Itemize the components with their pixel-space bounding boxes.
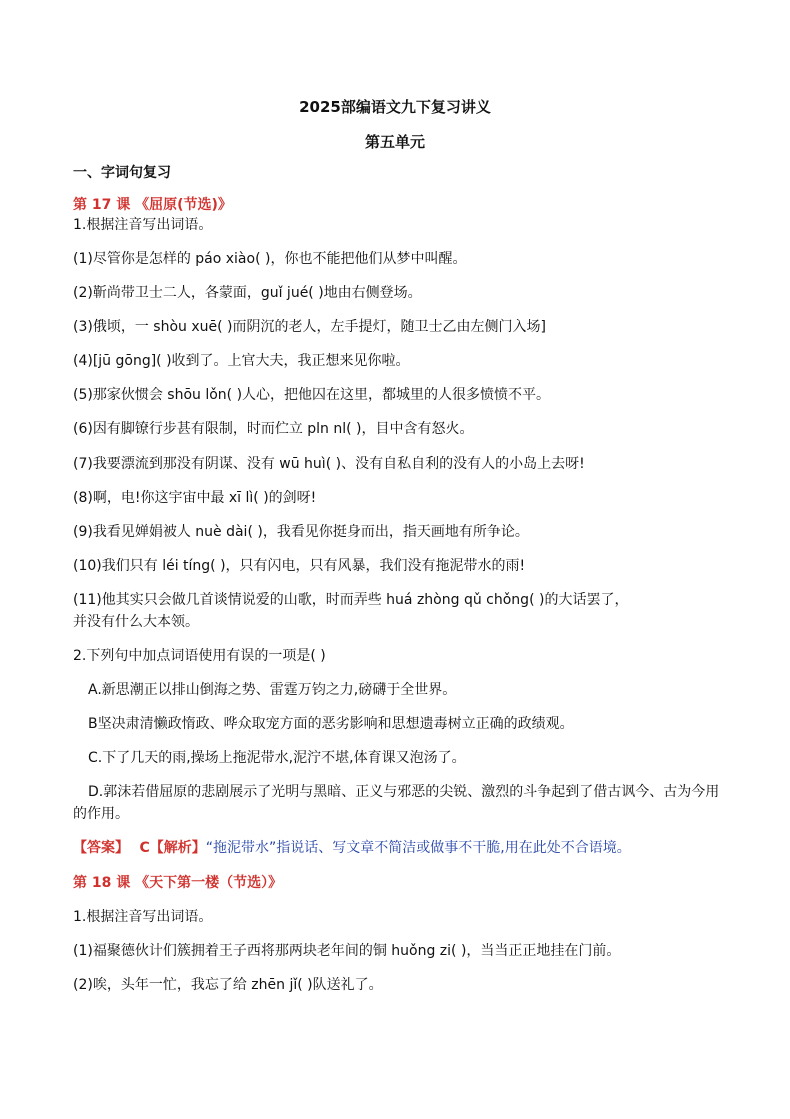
- lesson-17-q1-item-7: (7)我要漂流到那没有阴谋、没有 wū huì( )、没有自私自利的没有人的小岛上去呀!: [73, 456, 585, 472]
- section-heading: 一、字词句复习: [73, 165, 171, 181]
- document-title: 2025部编语文九下复习讲义: [299, 98, 491, 116]
- option-d: D.郭沫若借屈原的悲剧展示了光明与黑暗、正义与邪恶的尖锐、激烈的斗争起到了借古讽今、古为今用: [88, 784, 720, 800]
- answer-line: [73, 838, 631, 858]
- lesson-17-q1-item-4: (4)[jū gōng]( )收到了。上官大夫，我正想来见你啦。: [73, 353, 410, 369]
- lesson-17-q1-item-8: (8)啊，电!你这宇宙中最 xī lì( )的剑呀!: [73, 490, 317, 506]
- analysis-text: “拖泥带水”指说话、写文章不简洁或做事不干脆,用在此处不合语境。: [205, 840, 631, 856]
- lesson-18-heading: 第 18 课 《天下第一楼（节选）》: [73, 875, 283, 891]
- lesson-18-q1-item-1: (1)福聚德伙计们簇拥着王子西将那两块老年间的铜 huǒng zi( )，当当正正地挂在门前。: [73, 943, 621, 959]
- option-d-continued: 的作用。: [73, 806, 129, 822]
- lesson-17-q1-item-6: (6)因有脚镣行步甚有限制，时而伫立 pln nl( )，目中含有怒火。: [73, 421, 474, 437]
- lesson-17-q1-item-9: (9)我看见婵娟被人 nuè dài( )，我看见你挺身而出，指天画地有所争论。: [73, 524, 529, 540]
- lesson-17-q1-item-11: (11)他其实只会做几首谈情说爱的山歌，时而弄些 huá zhòng qǔ chǒng( )的大话罢了，: [73, 592, 629, 608]
- lesson-18-q1-item-2: (2)唉，头年一忙，我忘了给 zhēn jǐ( )队送礼了。: [73, 977, 383, 993]
- option-c: C.下了几天的雨,操场上拖泥带水,泥泞不堪,体育课又泡汤了。: [88, 750, 466, 766]
- lesson-17-q1-prompt: 1.根据注音写出词语。: [73, 217, 213, 233]
- lesson-18-q1-prompt: 1.根据注音写出词语。: [73, 909, 213, 925]
- lesson-17-q1-item-3: (3)俄顷，一 shòu xuē( )而阴沉的老人，左手提灯，随卫士乙由左侧门入场]: [73, 319, 546, 335]
- answer-letter: C: [139, 840, 150, 856]
- lesson-17-q1-item-5: (5)那家伙惯会 shōu lǒn( )人心，把他囚在这里，都城里的人很多愤愤不平。: [73, 387, 551, 403]
- lesson-17-q1-item-11-continued: 并没有什么大本领。: [73, 614, 199, 630]
- lesson-17-q1-item-2: (2)靳尚带卫士二人，各蒙面，guǐ jué( )地由右侧登场。: [73, 285, 422, 301]
- analysis-label: 【解析】: [149, 840, 206, 856]
- lesson-17-q1-item-1: (1)尽管你是怎样的 páo xiào( )，你也不能把他们从梦中叫醒。: [73, 251, 467, 267]
- option-a: A.新思潮正以排山倒海之势、雷霆万钧之力,磅礴于全世界。: [88, 682, 457, 698]
- lesson-17-q1-item-10: (10)我们只有 léi tíng( )，只有闪电，只有风暴，我们没有拖泥带水的雨!: [73, 558, 526, 574]
- lesson-17-q2-prompt: 2.下列句中加点词语使用有误的一项是( ): [73, 648, 326, 664]
- lesson-17-heading: 第 17 课 《屈原(节选)》: [73, 197, 232, 213]
- unit-title: 第五单元: [364, 133, 425, 151]
- option-b: B坚决肃清懒政惰政、哗众取宠方面的恶劣影响和思想遗毒树立正确的政绩观。: [88, 716, 574, 732]
- answer-label: 【答案】: [73, 840, 129, 856]
